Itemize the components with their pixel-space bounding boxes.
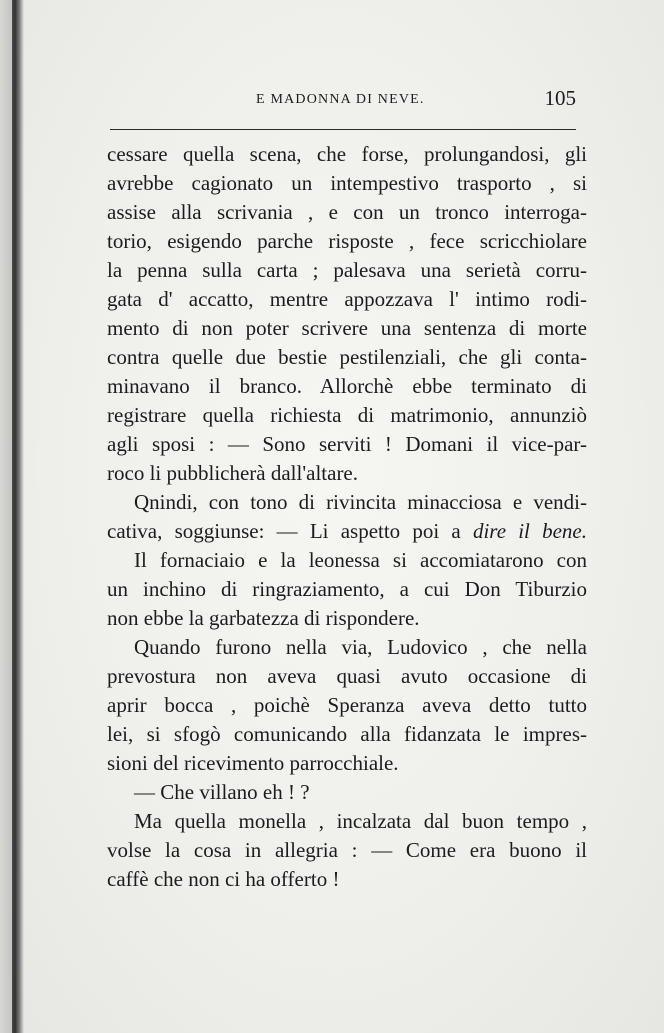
header-rule [110,129,576,130]
text-line: registrare quella richiesta di matrimonio, annunziò [107,403,587,427]
binding-edge [12,0,24,1033]
text-line: Quando furono nella via, Ludovico , che nella [134,635,587,659]
page-header [110,86,578,126]
text-line: Il fornaciaio e la leonessa si accomiatarono con [134,548,587,572]
text-line: roco li pubblicherà dall'altare. [107,461,359,485]
text-line: Ma quella monella , incalzata dal buon tempo , [134,809,587,833]
italic-phrase: dire il bene. [472,519,587,543]
text-line: contra quelle due bestie pestilenziali, che gli conta- [107,345,587,369]
text-line: caffè che non ci ha offerto ! [107,867,340,891]
page-number: 105 [544,86,576,110]
text-line: un inchino di ringraziamento, a cui Don Tiburzio [107,577,587,601]
text-line: non ebbe la garbatezza di rispondere. [107,606,420,630]
text-line: lei, si sfogò comunicando alla fidanzata le impres- [107,722,587,746]
text-line: aprir bocca , poichè Speranza aveva detto tutto [107,693,587,717]
text-line: mento di non poter scrivere una sentenza di morte [107,316,587,340]
page-edge [0,0,12,1033]
text-line: prevostura non aveva quasi avuto occasione di [107,664,587,688]
text-line: cessare quella scena, che forse, prolungandosi, gli [107,142,587,166]
text-line: assise alla scrivania , e con un tronco interroga- [107,200,587,224]
text-line: agli sposi : — Sono serviti ! Domani il vice-par- [107,432,587,456]
text-line: avrebbe cagionato un intempestivo trasporto , si [107,171,587,195]
text-line: sioni del ricevimento parrocchiale. [107,751,399,775]
running-head: E MADONNA DI NEVE. [256,92,425,107]
text-line: Qnindi, con tono di rivincita minacciosa e vendi- [134,490,587,514]
text-line: la penna sulla carta ; palesava una serietà corru- [107,258,587,282]
text-line: gata d' accatto, mentre appozzava l' intimo rodi- [107,287,587,311]
text-line-mixed [107,517,587,546]
text-line: — Che villano eh ! ? [134,780,310,804]
text-segment: cativa, soggiunse: — Li aspetto poi a [107,519,473,543]
text-line: minavano il branco. Allorchè ebbe terminato di [107,374,587,398]
text-line: torio, esigendo parche risposte , fece scricchiolare [107,229,587,253]
body-text [107,140,587,894]
text-line: volse la cosa in allegria : — Come era buono il [107,838,587,862]
